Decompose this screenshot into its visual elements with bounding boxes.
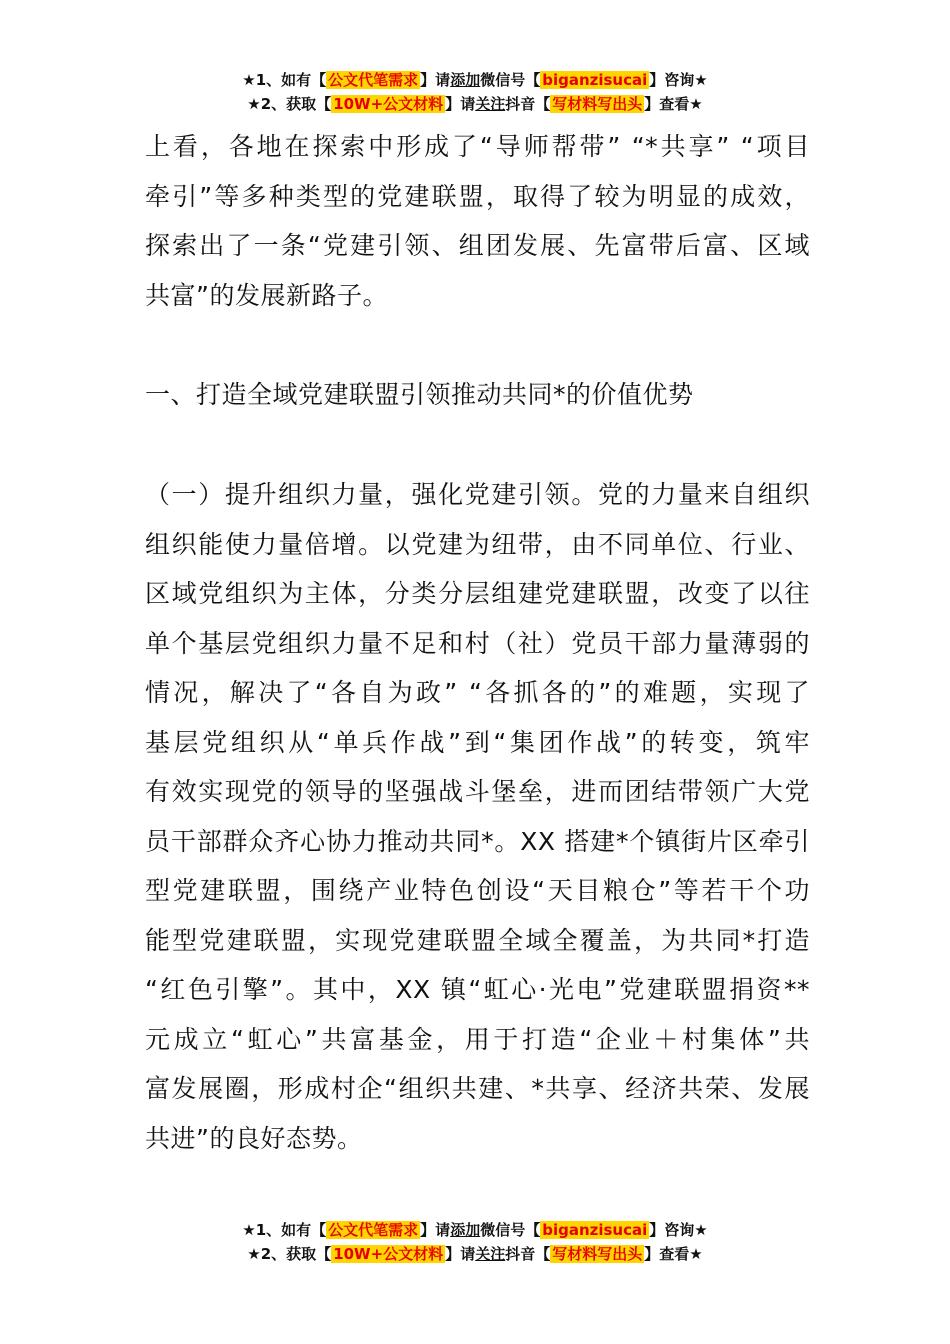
- banner-text: 抖音【: [505, 95, 551, 113]
- banner-underline: 添加: [450, 71, 481, 89]
- banner-highlight: 公文代笔需求: [328, 1221, 419, 1239]
- footer-banner: [0, 1218, 950, 1266]
- text-line: “红色引擎”。其中，XX 镇“虹心·光电”党建联盟捐资**: [145, 975, 810, 1004]
- text-line: （一）提升组织力量，强化党建引领。党的力量来自组织: [145, 480, 810, 509]
- text-line: 型党建联盟，围绕产业特色创设“天目粮仓”等若干个功: [145, 876, 810, 905]
- text-line: 探索出了一条“党建引领、组团发展、先富带后富、区域: [145, 231, 810, 260]
- section-heading: 一、打造全域党建联盟引领推动共同*的价值优势: [145, 380, 694, 409]
- banner-text: 】请: [420, 1221, 451, 1239]
- banner-underline: 关注: [475, 95, 506, 113]
- banner-text: 】请: [420, 71, 451, 89]
- banner-underline: 添加: [450, 1221, 481, 1239]
- text-line: 有效实现党的领导的坚强战斗堡垒，进而团结带领广大党: [145, 777, 810, 806]
- banner-text: 】请: [445, 1245, 476, 1263]
- banner-line-1: [0, 1218, 950, 1242]
- text-line: 富发展圈，形成村企“组织共建、*共享、经济共荣、发展: [145, 1074, 810, 1103]
- banner-highlight: 写材料写出头: [552, 95, 643, 113]
- text-line: 共进”的良好态势。: [145, 1123, 363, 1153]
- banner-highlight: 10W+公文材料: [333, 95, 444, 113]
- banner-text: 】请: [445, 95, 476, 113]
- text-line: 情况，解决了“各自为政” “各抓各的”的难题，实现了: [145, 678, 810, 707]
- header-banner: [0, 68, 950, 116]
- banner-highlight: 写材料写出头: [552, 1245, 643, 1263]
- banner-underline: 关注: [475, 1245, 506, 1263]
- intro-paragraph: [145, 122, 810, 320]
- banner-text: 】咨询★: [649, 71, 708, 89]
- banner-text: 微信号【: [480, 71, 541, 89]
- banner-highlight: biganzisucai: [542, 1221, 648, 1239]
- banner-line-2: [0, 92, 950, 116]
- banner-text: 】咨询★: [649, 1221, 708, 1239]
- text-line: 区域党组织为主体，分类分层组建党建联盟，改变了以往: [145, 579, 810, 608]
- banner-text: ★1、如有【: [242, 71, 327, 89]
- banner-line-1: [0, 68, 950, 92]
- banner-text: ★2、获取【: [247, 1245, 332, 1263]
- text-line: 单个基层党组织力量不足和村（社）党员干部力量薄弱的: [145, 628, 810, 658]
- text-line: 能型党建联盟，实现党建联盟全域全覆盖，为共同*打造: [145, 925, 810, 955]
- banner-text: ★2、获取【: [247, 95, 332, 113]
- banner-text: 】查看★: [644, 95, 703, 113]
- banner-text: ★1、如有【: [242, 1221, 327, 1239]
- banner-highlight: 10W+公文材料: [333, 1245, 444, 1263]
- banner-highlight: biganzisucai: [542, 71, 648, 89]
- text-line: 员干部群众齐心协力推动共同*。XX 搭建*个镇街片区牵引: [145, 826, 810, 856]
- text-line: 组织能使力量倍增。以党建为纽带，由不同单位、行业、: [145, 529, 810, 559]
- banner-line-2: [0, 1242, 950, 1266]
- text-line: 上看，各地在探索中形成了“导师帮带” “*共享” “项目: [145, 132, 810, 161]
- text-line: 基层党组织从“单兵作战”到“集团作战”的转变，筑牢: [145, 727, 810, 757]
- banner-text: 抖音【: [505, 1245, 551, 1263]
- banner-text: 】查看★: [644, 1245, 703, 1263]
- banner-highlight: 公文代笔需求: [328, 71, 419, 89]
- text-line: 共富”的发展新路子。: [145, 280, 388, 310]
- body-paragraph: [145, 470, 810, 1163]
- text-line: 牵引”等多种类型的党建联盟，取得了较为明显的成效，: [145, 181, 810, 211]
- text-line: 元成立“虹心”共富基金，用于打造“企业＋村集体”共: [145, 1024, 810, 1054]
- banner-text: 微信号【: [480, 1221, 541, 1239]
